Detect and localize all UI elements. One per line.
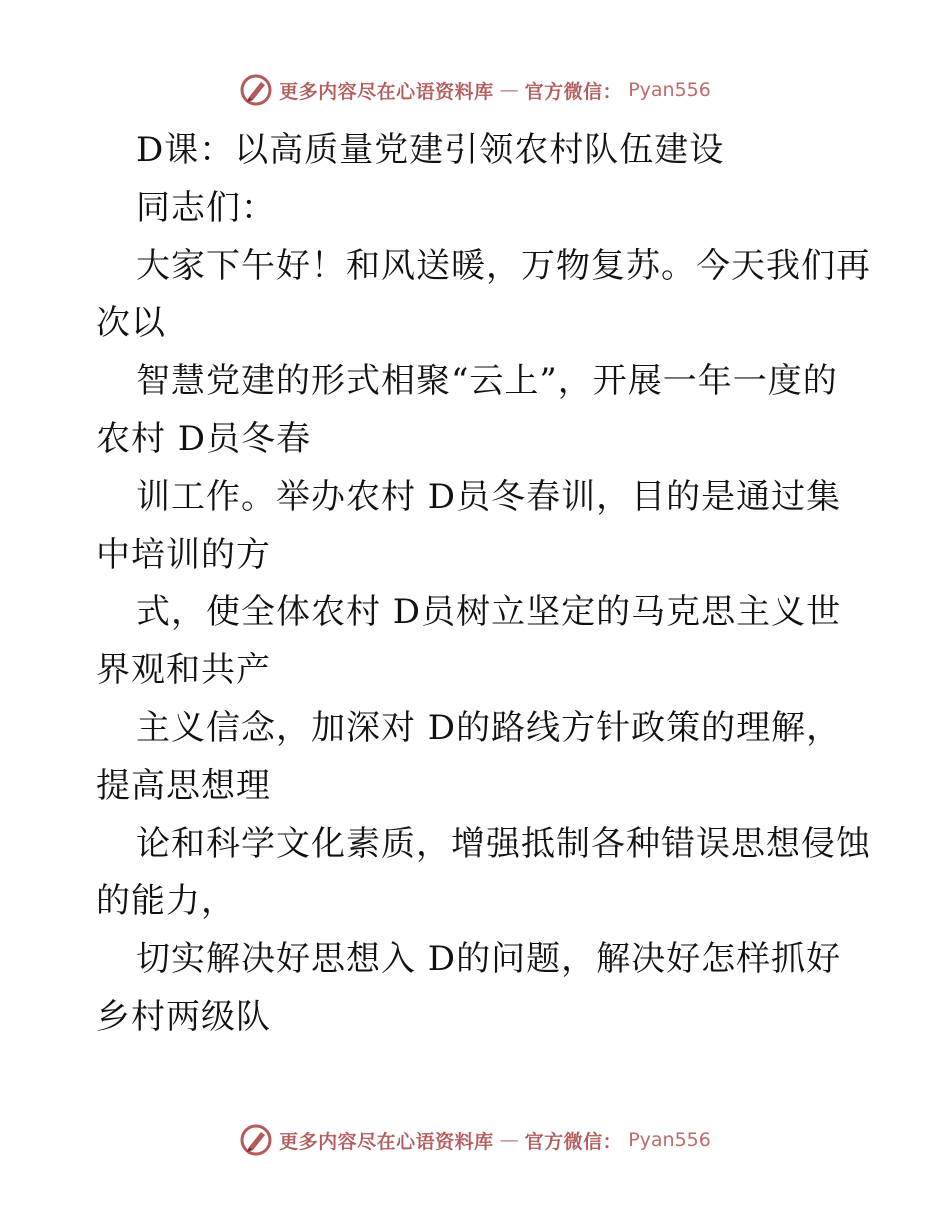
watermark-wechat-handle: Pyan556 bbox=[628, 79, 711, 101]
watermark-separator: — bbox=[499, 79, 519, 101]
document-line: 农村 D员冬春 bbox=[96, 418, 312, 459]
document-line: 式，使全体农村 D员树立坚定的马克思主义世 bbox=[136, 592, 842, 633]
header-watermark bbox=[0, 70, 950, 110]
watermark-wechat-handle: Pyan556 bbox=[628, 1129, 711, 1151]
document-line: 同志们： bbox=[136, 187, 276, 228]
document-line: 论和科学文化素质，增强抵制各种错误思想侵蚀 bbox=[136, 823, 871, 864]
document-line: D课：以高质量党建引领农村队伍建设 bbox=[136, 130, 725, 170]
document-line: 切实解决好思想入 D的问题，解决好怎样抓好 bbox=[136, 939, 842, 980]
footer-watermark bbox=[0, 1120, 950, 1160]
watermark-wechat-label: 官方微信： bbox=[524, 1130, 623, 1153]
watermark-separator: — bbox=[499, 1129, 519, 1151]
document-line: 训工作。举办农村 D员冬春训，目的是通过集 bbox=[136, 476, 842, 517]
document-line: 界观和共产 bbox=[96, 650, 271, 691]
document-line: 次以 bbox=[96, 303, 166, 344]
watermark-site-text: 更多内容尽在心语资料库 bbox=[279, 80, 494, 103]
document-line: 智慧党建的形式相聚“云上”，开展一年一度的 bbox=[136, 361, 838, 402]
document-line: 中培训的方 bbox=[96, 534, 271, 575]
watermark-site-text: 更多内容尽在心语资料库 bbox=[279, 1130, 494, 1153]
document-line: 提高思想理 bbox=[96, 765, 271, 806]
document-line: 大家下午好！和风送暖，万物复苏。今天我们再 bbox=[136, 245, 871, 286]
document-line: 的能力， bbox=[96, 881, 236, 922]
watermark-wechat-label: 官方微信： bbox=[524, 80, 623, 103]
pen-logo-icon bbox=[239, 73, 273, 107]
document-body bbox=[96, 122, 871, 1047]
document-line: 主义信念，加深对 D的路线方针政策的理解， bbox=[136, 707, 842, 748]
document-line: 乡村两级队 bbox=[96, 996, 271, 1037]
pen-logo-icon bbox=[239, 1123, 273, 1157]
